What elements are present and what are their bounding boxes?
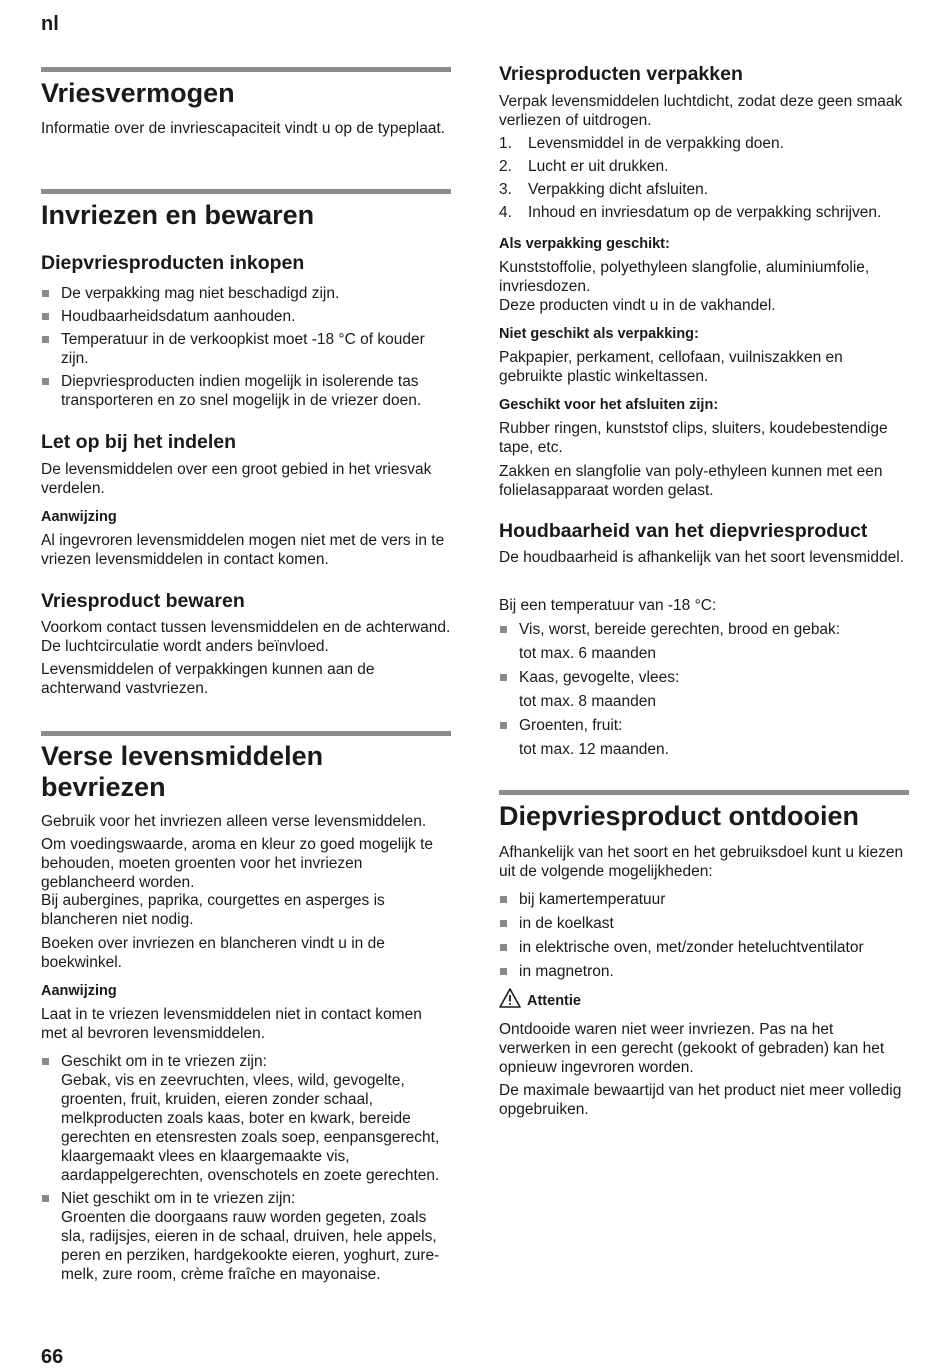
section-title-verse bbox=[41, 741, 451, 803]
step-number: 4. bbox=[499, 204, 512, 221]
paragraph: Voorkom contact tussen levensmiddelen en de achterwand. De luchtcirculatie wordt anders beïnvloed. bbox=[41, 619, 451, 655]
paragraph: Ontdooide waren niet weer invriezen. Pas na het verwerken in een gerecht (gekookt of gebraden) kan het opnieuw ingevroren worden. bbox=[499, 1021, 885, 1076]
paragraph: Levensmiddelen of verpakkingen kunnen aan de achterwand vastvriezen. bbox=[41, 661, 375, 697]
paragraph: Om voedingswaarde, aroma en kleur zo goed mogelijk te behouden, moeten groenten voor het invriezen geblancheerd worden. bbox=[41, 836, 434, 891]
step-number: 1. bbox=[499, 135, 512, 152]
step-text: Levensmiddel in de verpakking doen. bbox=[528, 135, 784, 152]
list-item bbox=[499, 157, 909, 176]
section-rule bbox=[499, 790, 909, 795]
paragraph: Rubber ringen, kunststof clips, sluiters, koudebestendige tape, etc. bbox=[499, 420, 888, 456]
section-rule bbox=[41, 189, 451, 194]
shelf-time: tot max. 8 maanden bbox=[519, 693, 656, 710]
paragraph: Bij aubergines, paprika, courgettes en asperges is blancheren niet nodig. bbox=[41, 892, 385, 928]
warning-heading bbox=[499, 988, 909, 1013]
paragraph: Zakken en slangfolie van poly-ethyleen kunnen met een folielasapparaat worden gelast. bbox=[499, 463, 883, 499]
step-text: Inhoud en invriesdatum op de verpakking schrijven. bbox=[528, 204, 882, 221]
shelf-life-list bbox=[499, 620, 909, 759]
list-item-head: Geschikt om in te vriezen zijn: bbox=[61, 1053, 267, 1070]
list-item: bij kamertemperatuur bbox=[499, 890, 909, 909]
paragraph: Afhankelijk van het soort en het gebruiksdoel kunt u kiezen uit de volgende mogelijkheden: bbox=[499, 844, 904, 880]
subheading-inkopen: Diepvriesproducten inkopen bbox=[41, 252, 305, 274]
section-rule bbox=[41, 731, 451, 736]
paragraph: Gebruik voor het invriezen alleen verse levensmiddelen. bbox=[41, 813, 427, 830]
list-item: Kaas, gevogelte, vlees: bbox=[499, 668, 909, 687]
list-item: Houdbaarheidsdatum aanhouden. bbox=[41, 307, 451, 326]
list-item-head: Niet geschikt om in te vriezen zijn: bbox=[61, 1190, 296, 1207]
note-title: Aanwijzing bbox=[41, 983, 117, 999]
list-item bbox=[41, 1189, 451, 1284]
paragraph: Bij een temperatuur van -18 °C: bbox=[499, 597, 717, 614]
paragraph: Pakpapier, perkament, cellofaan, vuilniszakken en gebruikte plastic winkeltassen. bbox=[499, 349, 843, 385]
section-title-invriezen: Invriezen en bewaren bbox=[41, 200, 315, 230]
page-number: 66 bbox=[41, 1346, 64, 1368]
bullet-list-ontdooien bbox=[499, 890, 909, 981]
paragraph: De maximale bewaartijd van het product niet meer volledig opgebruiken. bbox=[499, 1082, 902, 1118]
paragraph: Kunststoffolie, polyethyleen slangfolie, aluminiumfolie, invriesdozen. bbox=[499, 259, 870, 295]
list-item-text: Groenten die doorgaans rauw worden gegeten, zoals sla, radijsjes, eieren in de schaal, druiven, hele appels, peren en perziken, hardgekookte eieren, yoghurt, zure-melk, zure room, crème fraîche en mayonaise. bbox=[61, 1209, 440, 1283]
list-item: in elektrische oven, met/zonder heteluchtventilator bbox=[499, 938, 909, 957]
list-item: in de koelkast bbox=[499, 914, 909, 933]
list-item bbox=[41, 1052, 451, 1185]
note-text: Al ingevroren levensmiddelen mogen niet met de vers in te vriezen levensmiddelen in contact komen. bbox=[41, 532, 445, 568]
shelf-time: tot max. 12 maanden. bbox=[519, 741, 669, 758]
section-title-vriesvermogen: Vriesvermogen bbox=[41, 78, 235, 108]
paragraph: De houdbaarheid is afhankelijk van het soort levensmiddel. bbox=[499, 549, 904, 566]
note-title: Aanwijzing bbox=[41, 509, 117, 525]
list-item: Vis, worst, bereide gerechten, brood en gebak: bbox=[499, 620, 909, 639]
step-text: Lucht er uit drukken. bbox=[528, 158, 669, 175]
list-item-text: Gebak, vis en zeevruchten, vlees, wild, gevogelte, groenten, fruit, kruiden, eieren zonder schaal, melkproducten zoals kaas, boter en kwark, bereide gerechten en etensresten zoals soep, eenpansgerecht, klaargemaakt vlees en klaargemaakte vis, aardappelgerechten, ovenschotels en zoete gerechten. bbox=[61, 1072, 440, 1184]
list-item bbox=[499, 203, 909, 222]
warning-triangle-icon bbox=[499, 988, 521, 1013]
section-rule bbox=[41, 67, 451, 72]
shelf-time: tot max. 6 maanden bbox=[519, 645, 656, 662]
paragraph: Boeken over invriezen en blancheren vindt u in de boekwinkel. bbox=[41, 935, 385, 971]
section-title-ontdooien: Diepvriesproduct ontdooien bbox=[499, 801, 860, 831]
numbered-list bbox=[499, 134, 909, 222]
paragraph: Deze producten vindt u in de vakhandel. bbox=[499, 297, 776, 314]
label-heading: Niet geschikt als verpakking: bbox=[499, 326, 699, 342]
bullet-list-geschikt bbox=[41, 1052, 451, 1284]
language-code: nl bbox=[41, 13, 59, 35]
paragraph: De levensmiddelen over een groot gebied in het vriesvak verdelen. bbox=[41, 461, 432, 497]
list-item: De verpakking mag niet beschadigd zijn. bbox=[41, 284, 451, 303]
subheading-indelen: Let op bij het indelen bbox=[41, 431, 236, 453]
warning-title: Attentie bbox=[527, 992, 581, 1009]
title-line: bevriezen bbox=[41, 772, 166, 802]
list-item: Temperatuur in de verkoopkist moet -18 °C of kouder zijn. bbox=[41, 330, 451, 368]
step-number: 3. bbox=[499, 181, 512, 198]
step-number: 2. bbox=[499, 158, 512, 175]
paragraph: Verpak levensmiddelen luchtdicht, zodat deze geen smaak verliezen of uitdrogen. bbox=[499, 93, 903, 129]
subheading-bewaren: Vriesproduct bewaren bbox=[41, 590, 245, 612]
step-text: Verpakking dicht afsluiten. bbox=[528, 181, 709, 198]
label-heading: Als verpakking geschikt: bbox=[499, 236, 670, 252]
list-item: Diepvriesproducten indien mogelijk in isolerende tas transporteren en zo snel mogelijk in de vriezer doen. bbox=[41, 372, 451, 410]
subheading-houdbaarheid: Houdbaarheid van het diepvriesproduct bbox=[499, 520, 868, 542]
paragraph: Informatie over de invriescapaciteit vindt u op de typeplaat. bbox=[41, 120, 446, 137]
subheading-verpakken: Vriesproducten verpakken bbox=[499, 63, 743, 85]
note-text: Laat in te vriezen levensmiddelen niet in contact komen met al bevroren levensmiddelen. bbox=[41, 1006, 422, 1042]
bullet-list-inkopen bbox=[41, 284, 451, 410]
list-item: Groenten, fruit: bbox=[499, 716, 909, 735]
label-heading: Geschikt voor het afsluiten zijn: bbox=[499, 397, 719, 413]
list-item bbox=[499, 180, 909, 199]
list-item: in magnetron. bbox=[499, 962, 909, 981]
list-item bbox=[499, 134, 909, 153]
title-line: Verse levensmiddelen bbox=[41, 741, 324, 771]
